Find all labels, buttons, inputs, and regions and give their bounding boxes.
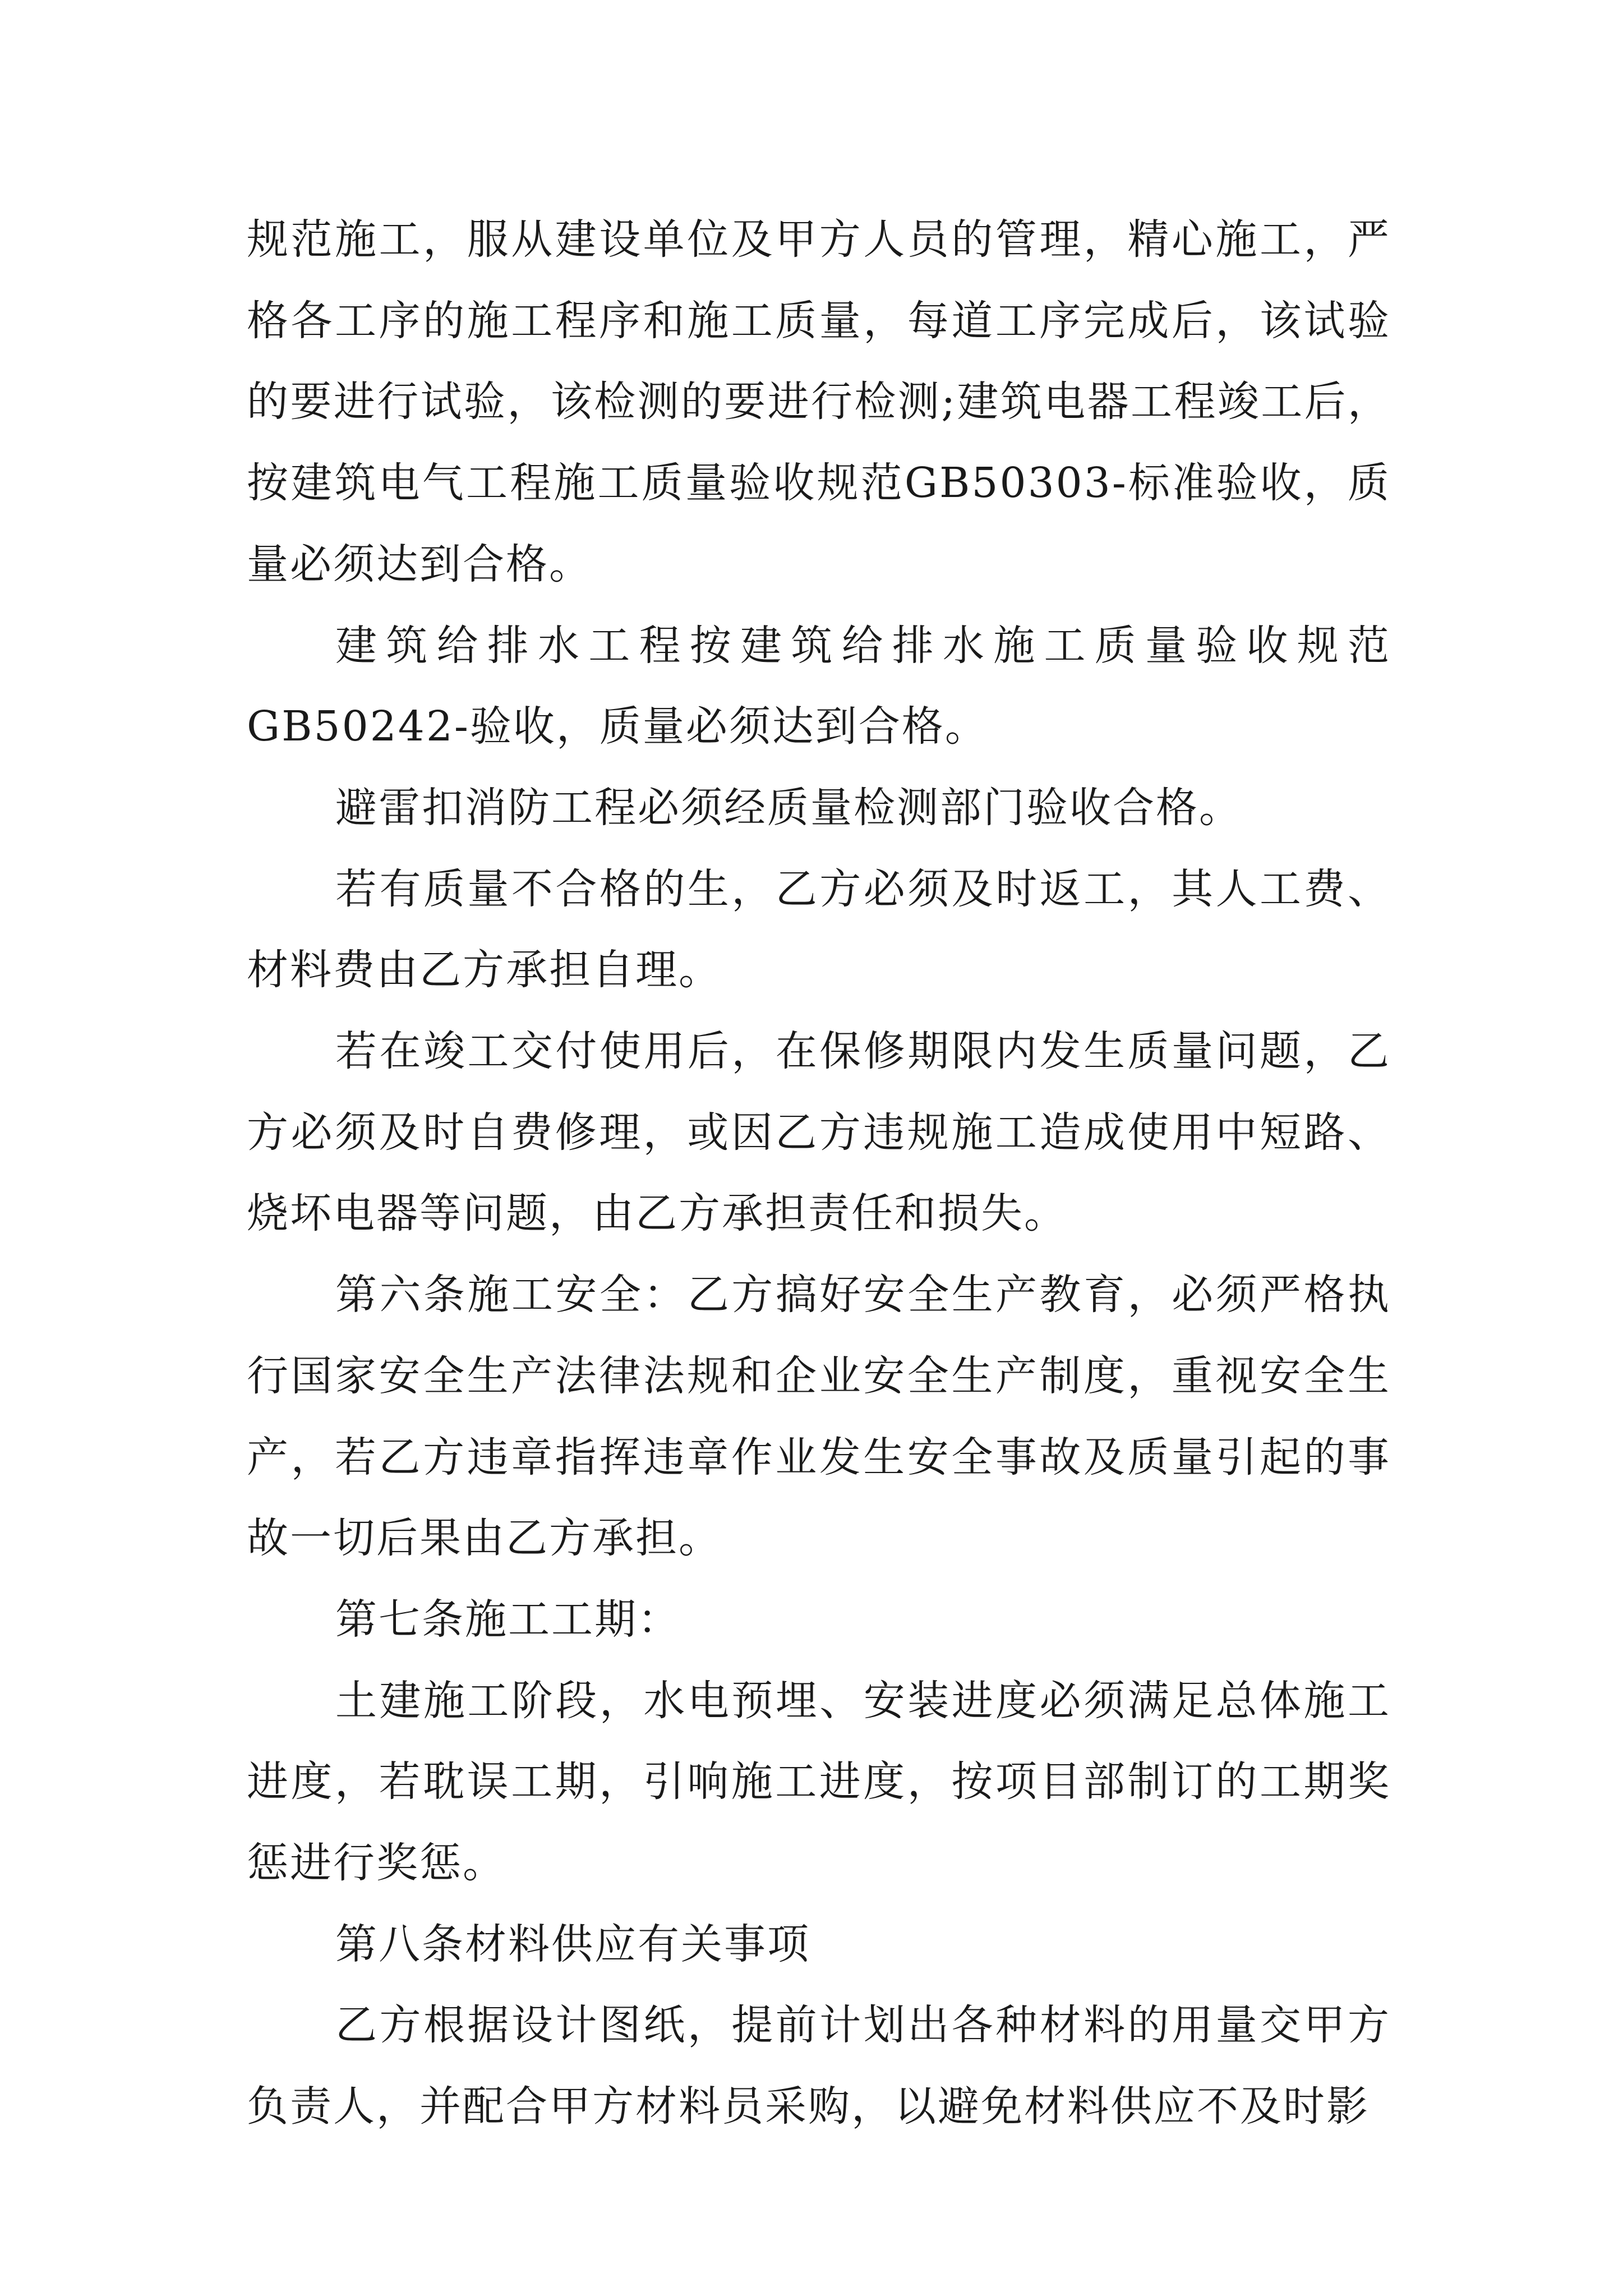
heading-article-7: 第七条施工工期： [335,1595,681,1644]
document-body [247,199,1391,2147]
paragraph-article-6: 第六条施工安全：乙方搞好安全生产教育，必须严格执行国家安全生产法律法规和企业安全生产制度，重视安全生产，若乙方违章指挥违章作业发生安全事故及质量引起的事故一切后果由乙方承担。 [247,1271,1391,1563]
paragraph-5: 若在竣工交付使用后，在保修期限内发生质量问题，乙方必须及时自费修理，或因乙方违规施工造成使用中短路、烧坏电器等问题，由乙方承担责任和损失。 [247,1027,1391,1238]
heading-article-8: 第八条材料供应有关事项 [335,1920,810,1968]
paragraph-8: 乙方根据设计图纸，提前计划出各种材料的用量交甲方负责人，并配合甲方材料员采购，以避免材料供应不及时影 [247,2001,1391,2131]
paragraph-7: 土建施工阶段，水电预埋、安装进度必须满足总体施工进度，若耽误工期，引响施工进度，按项目部制订的工期奖惩进行奖惩。 [247,1676,1391,1888]
paragraph-1: 规范施工，服从建设单位及甲方人员的管理，精心施工，严格各工序的施工程序和施工质量，每道工序完成后，该试验的要进行试验，该检测的要进行检测;建筑电器工程竣工后，按建筑电气工程施工质量验收规范GB50303-标准验收，质量必须达到合格。 [247,215,1391,588]
paragraph-4: 若有质量不合格的生，乙方必须及时返工，其人工费、材料费由乙方承担自理。 [247,864,1391,995]
paragraph-3: 避雷扣消防工程必须经质量检测部门验收合格。 [335,783,1242,832]
paragraph-2: 建筑给排水工程按建筑给排水施工质量验收规范GB50242-验收，质量必须达到合格。 [247,621,1391,751]
